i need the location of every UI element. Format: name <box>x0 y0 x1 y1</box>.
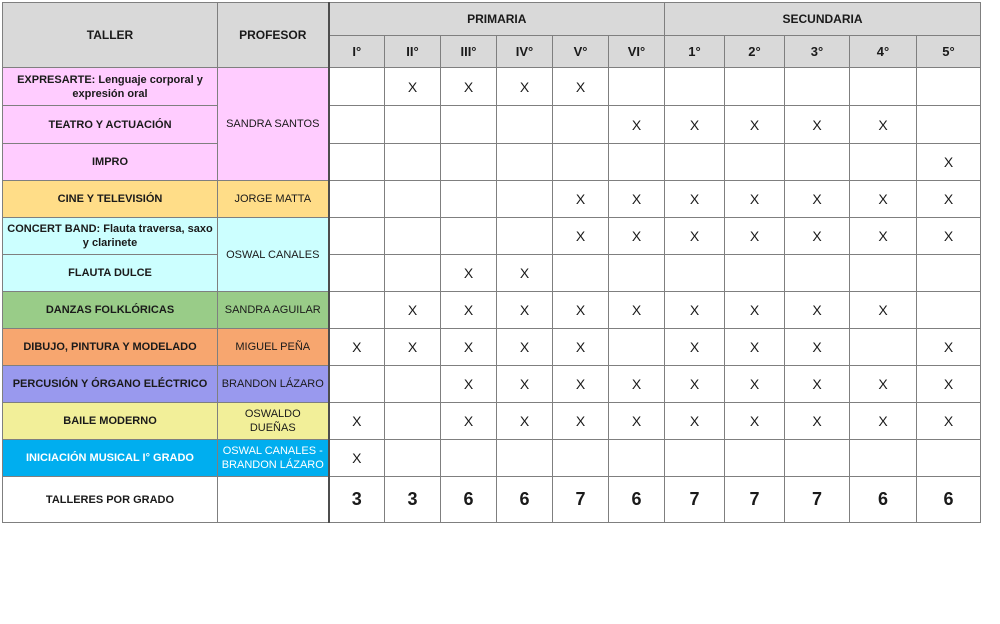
mark-cell <box>665 144 725 181</box>
mark-cell: X <box>850 218 917 255</box>
mark-cell: X <box>665 329 725 366</box>
mark-cell <box>329 218 385 255</box>
header-primaria: PRIMARIA <box>329 3 665 36</box>
grade-header: 5° <box>917 36 981 68</box>
mark-cell: X <box>553 68 609 106</box>
total-value: 6 <box>850 477 917 523</box>
mark-cell: X <box>553 218 609 255</box>
mark-cell <box>385 144 441 181</box>
profesor-cell: SANDRA SANTOS <box>218 68 329 181</box>
profesor-cell: JORGE MATTA <box>218 181 329 218</box>
mark-cell: X <box>665 218 725 255</box>
mark-cell: X <box>785 181 850 218</box>
mark-cell <box>917 255 981 292</box>
totals-profesor-empty <box>218 477 329 523</box>
mark-cell <box>385 440 441 477</box>
header-secundaria: SECUNDARIA <box>665 3 981 36</box>
mark-cell: X <box>850 181 917 218</box>
mark-cell <box>553 440 609 477</box>
mark-cell <box>850 68 917 106</box>
mark-cell: X <box>917 144 981 181</box>
mark-cell <box>917 106 981 144</box>
profesor-cell: SANDRA AGUILAR <box>218 292 329 329</box>
mark-cell <box>725 68 785 106</box>
table-row <box>3 181 981 218</box>
table-row <box>3 292 981 329</box>
mark-cell: X <box>665 366 725 403</box>
header-profesor: PROFESOR <box>218 3 329 68</box>
profesor-cell: OSWAL CANALES - BRANDON LÁZARO <box>218 440 329 477</box>
table-row <box>3 106 981 144</box>
mark-cell: X <box>609 292 665 329</box>
mark-cell: X <box>917 403 981 440</box>
mark-cell <box>441 440 497 477</box>
mark-cell <box>497 181 553 218</box>
mark-cell: X <box>725 403 785 440</box>
mark-cell <box>329 366 385 403</box>
mark-cell <box>553 255 609 292</box>
total-value: 7 <box>553 477 609 523</box>
mark-cell: X <box>497 329 553 366</box>
talleres-table <box>2 2 981 523</box>
mark-cell <box>441 218 497 255</box>
mark-cell <box>441 144 497 181</box>
mark-cell: X <box>725 181 785 218</box>
total-value: 6 <box>917 477 981 523</box>
profesor-cell: OSWAL CANALES <box>218 218 329 292</box>
mark-cell: X <box>665 292 725 329</box>
grade-header: IV° <box>497 36 553 68</box>
mark-cell <box>917 68 981 106</box>
mark-cell <box>725 440 785 477</box>
taller-cell: IMPRO <box>3 144 218 181</box>
table-row <box>3 440 981 477</box>
taller-cell: CINE Y TELEVISIÓN <box>3 181 218 218</box>
mark-cell: X <box>497 292 553 329</box>
total-value: 6 <box>609 477 665 523</box>
mark-cell: X <box>725 218 785 255</box>
mark-cell: X <box>553 403 609 440</box>
mark-cell: X <box>441 403 497 440</box>
mark-cell: X <box>441 255 497 292</box>
mark-cell <box>497 144 553 181</box>
total-value: 7 <box>665 477 725 523</box>
mark-cell: X <box>725 106 785 144</box>
mark-cell: X <box>497 366 553 403</box>
total-value: 3 <box>385 477 441 523</box>
total-value: 7 <box>785 477 850 523</box>
mark-cell <box>497 440 553 477</box>
mark-cell: X <box>850 403 917 440</box>
mark-cell <box>385 366 441 403</box>
mark-cell <box>850 329 917 366</box>
grade-header: III° <box>441 36 497 68</box>
mark-cell: X <box>917 218 981 255</box>
mark-cell <box>497 106 553 144</box>
mark-cell: X <box>329 403 385 440</box>
mark-cell <box>385 255 441 292</box>
table-row <box>3 218 981 255</box>
table-row <box>3 144 981 181</box>
mark-cell: X <box>725 292 785 329</box>
totals-row <box>3 477 981 523</box>
mark-cell <box>329 144 385 181</box>
taller-cell: CONCERT BAND: Flauta traversa, saxo y clarinete <box>3 218 218 255</box>
mark-cell <box>725 144 785 181</box>
taller-cell: PERCUSIÓN Y ÓRGANO ELÉCTRICO <box>3 366 218 403</box>
grade-header: II° <box>385 36 441 68</box>
mark-cell: X <box>665 106 725 144</box>
taller-cell: FLAUTA DULCE <box>3 255 218 292</box>
mark-cell <box>553 106 609 144</box>
mark-cell <box>785 440 850 477</box>
mark-cell: X <box>553 292 609 329</box>
grade-header: V° <box>553 36 609 68</box>
mark-cell: X <box>785 106 850 144</box>
mark-cell: X <box>850 366 917 403</box>
mark-cell: X <box>385 68 441 106</box>
mark-cell: X <box>609 181 665 218</box>
mark-cell <box>665 68 725 106</box>
mark-cell <box>609 255 665 292</box>
table-row <box>3 68 981 106</box>
mark-cell: X <box>329 440 385 477</box>
mark-cell <box>785 144 850 181</box>
mark-cell <box>329 292 385 329</box>
mark-cell: X <box>609 218 665 255</box>
taller-cell: BAILE MODERNO <box>3 403 218 440</box>
total-value: 7 <box>725 477 785 523</box>
mark-cell: X <box>665 403 725 440</box>
mark-cell: X <box>785 403 850 440</box>
taller-cell: DIBUJO, PINTURA Y MODELADO <box>3 329 218 366</box>
mark-cell <box>917 292 981 329</box>
mark-cell: X <box>553 366 609 403</box>
mark-cell: X <box>785 292 850 329</box>
mark-cell: X <box>553 181 609 218</box>
grade-header: 3° <box>785 36 850 68</box>
mark-cell: X <box>850 106 917 144</box>
table-row <box>3 329 981 366</box>
mark-cell: X <box>497 255 553 292</box>
table-wrapper <box>2 2 981 523</box>
grade-header: VI° <box>609 36 665 68</box>
mark-cell <box>385 181 441 218</box>
grade-header: 4° <box>850 36 917 68</box>
taller-cell: EXPRESARTE: Lenguaje corporal y expresión oral <box>3 68 218 106</box>
mark-cell <box>497 218 553 255</box>
grade-header: 2° <box>725 36 785 68</box>
mark-cell: X <box>441 366 497 403</box>
mark-cell <box>609 329 665 366</box>
mark-cell <box>329 68 385 106</box>
profesor-cell: MIGUEL PEÑA <box>218 329 329 366</box>
profesor-cell: BRANDON LÁZARO <box>218 366 329 403</box>
mark-cell: X <box>725 366 785 403</box>
table-row <box>3 255 981 292</box>
mark-cell: X <box>385 292 441 329</box>
mark-cell <box>441 181 497 218</box>
mark-cell <box>385 106 441 144</box>
mark-cell: X <box>609 403 665 440</box>
mark-cell: X <box>609 366 665 403</box>
header-taller: TALLER <box>3 3 218 68</box>
mark-cell: X <box>497 403 553 440</box>
mark-cell <box>785 68 850 106</box>
mark-cell <box>609 144 665 181</box>
taller-cell: DANZAS FOLKLÓRICAS <box>3 292 218 329</box>
mark-cell: X <box>329 329 385 366</box>
mark-cell <box>725 255 785 292</box>
mark-cell: X <box>609 106 665 144</box>
mark-cell: X <box>917 329 981 366</box>
grade-header: 1° <box>665 36 725 68</box>
total-value: 6 <box>441 477 497 523</box>
table-row <box>3 403 981 440</box>
mark-cell <box>553 144 609 181</box>
mark-cell: X <box>725 329 785 366</box>
taller-cell: INICIACIÓN MUSICAL I° GRADO <box>3 440 218 477</box>
mark-cell <box>917 440 981 477</box>
mark-cell <box>850 144 917 181</box>
mark-cell <box>850 440 917 477</box>
header-row-top <box>3 3 981 36</box>
total-value: 6 <box>497 477 553 523</box>
total-value: 3 <box>329 477 385 523</box>
mark-cell: X <box>665 181 725 218</box>
mark-cell <box>385 403 441 440</box>
table-row <box>3 366 981 403</box>
mark-cell <box>665 440 725 477</box>
mark-cell: X <box>785 366 850 403</box>
mark-cell <box>609 440 665 477</box>
mark-cell <box>785 255 850 292</box>
profesor-cell: OSWALDO DUEÑAS <box>218 403 329 440</box>
mark-cell: X <box>850 292 917 329</box>
mark-cell: X <box>385 329 441 366</box>
mark-cell: X <box>917 366 981 403</box>
grade-header: I° <box>329 36 385 68</box>
taller-cell: TEATRO Y ACTUACIÓN <box>3 106 218 144</box>
mark-cell <box>665 255 725 292</box>
mark-cell <box>609 68 665 106</box>
mark-cell: X <box>917 181 981 218</box>
mark-cell <box>385 218 441 255</box>
mark-cell: X <box>785 218 850 255</box>
mark-cell: X <box>785 329 850 366</box>
mark-cell: X <box>497 68 553 106</box>
mark-cell: X <box>553 329 609 366</box>
mark-cell: X <box>441 329 497 366</box>
mark-cell <box>441 106 497 144</box>
mark-cell <box>329 106 385 144</box>
mark-cell: X <box>441 292 497 329</box>
mark-cell: X <box>441 68 497 106</box>
totals-label: TALLERES POR GRADO <box>3 477 218 523</box>
mark-cell <box>850 255 917 292</box>
mark-cell <box>329 181 385 218</box>
mark-cell <box>329 255 385 292</box>
